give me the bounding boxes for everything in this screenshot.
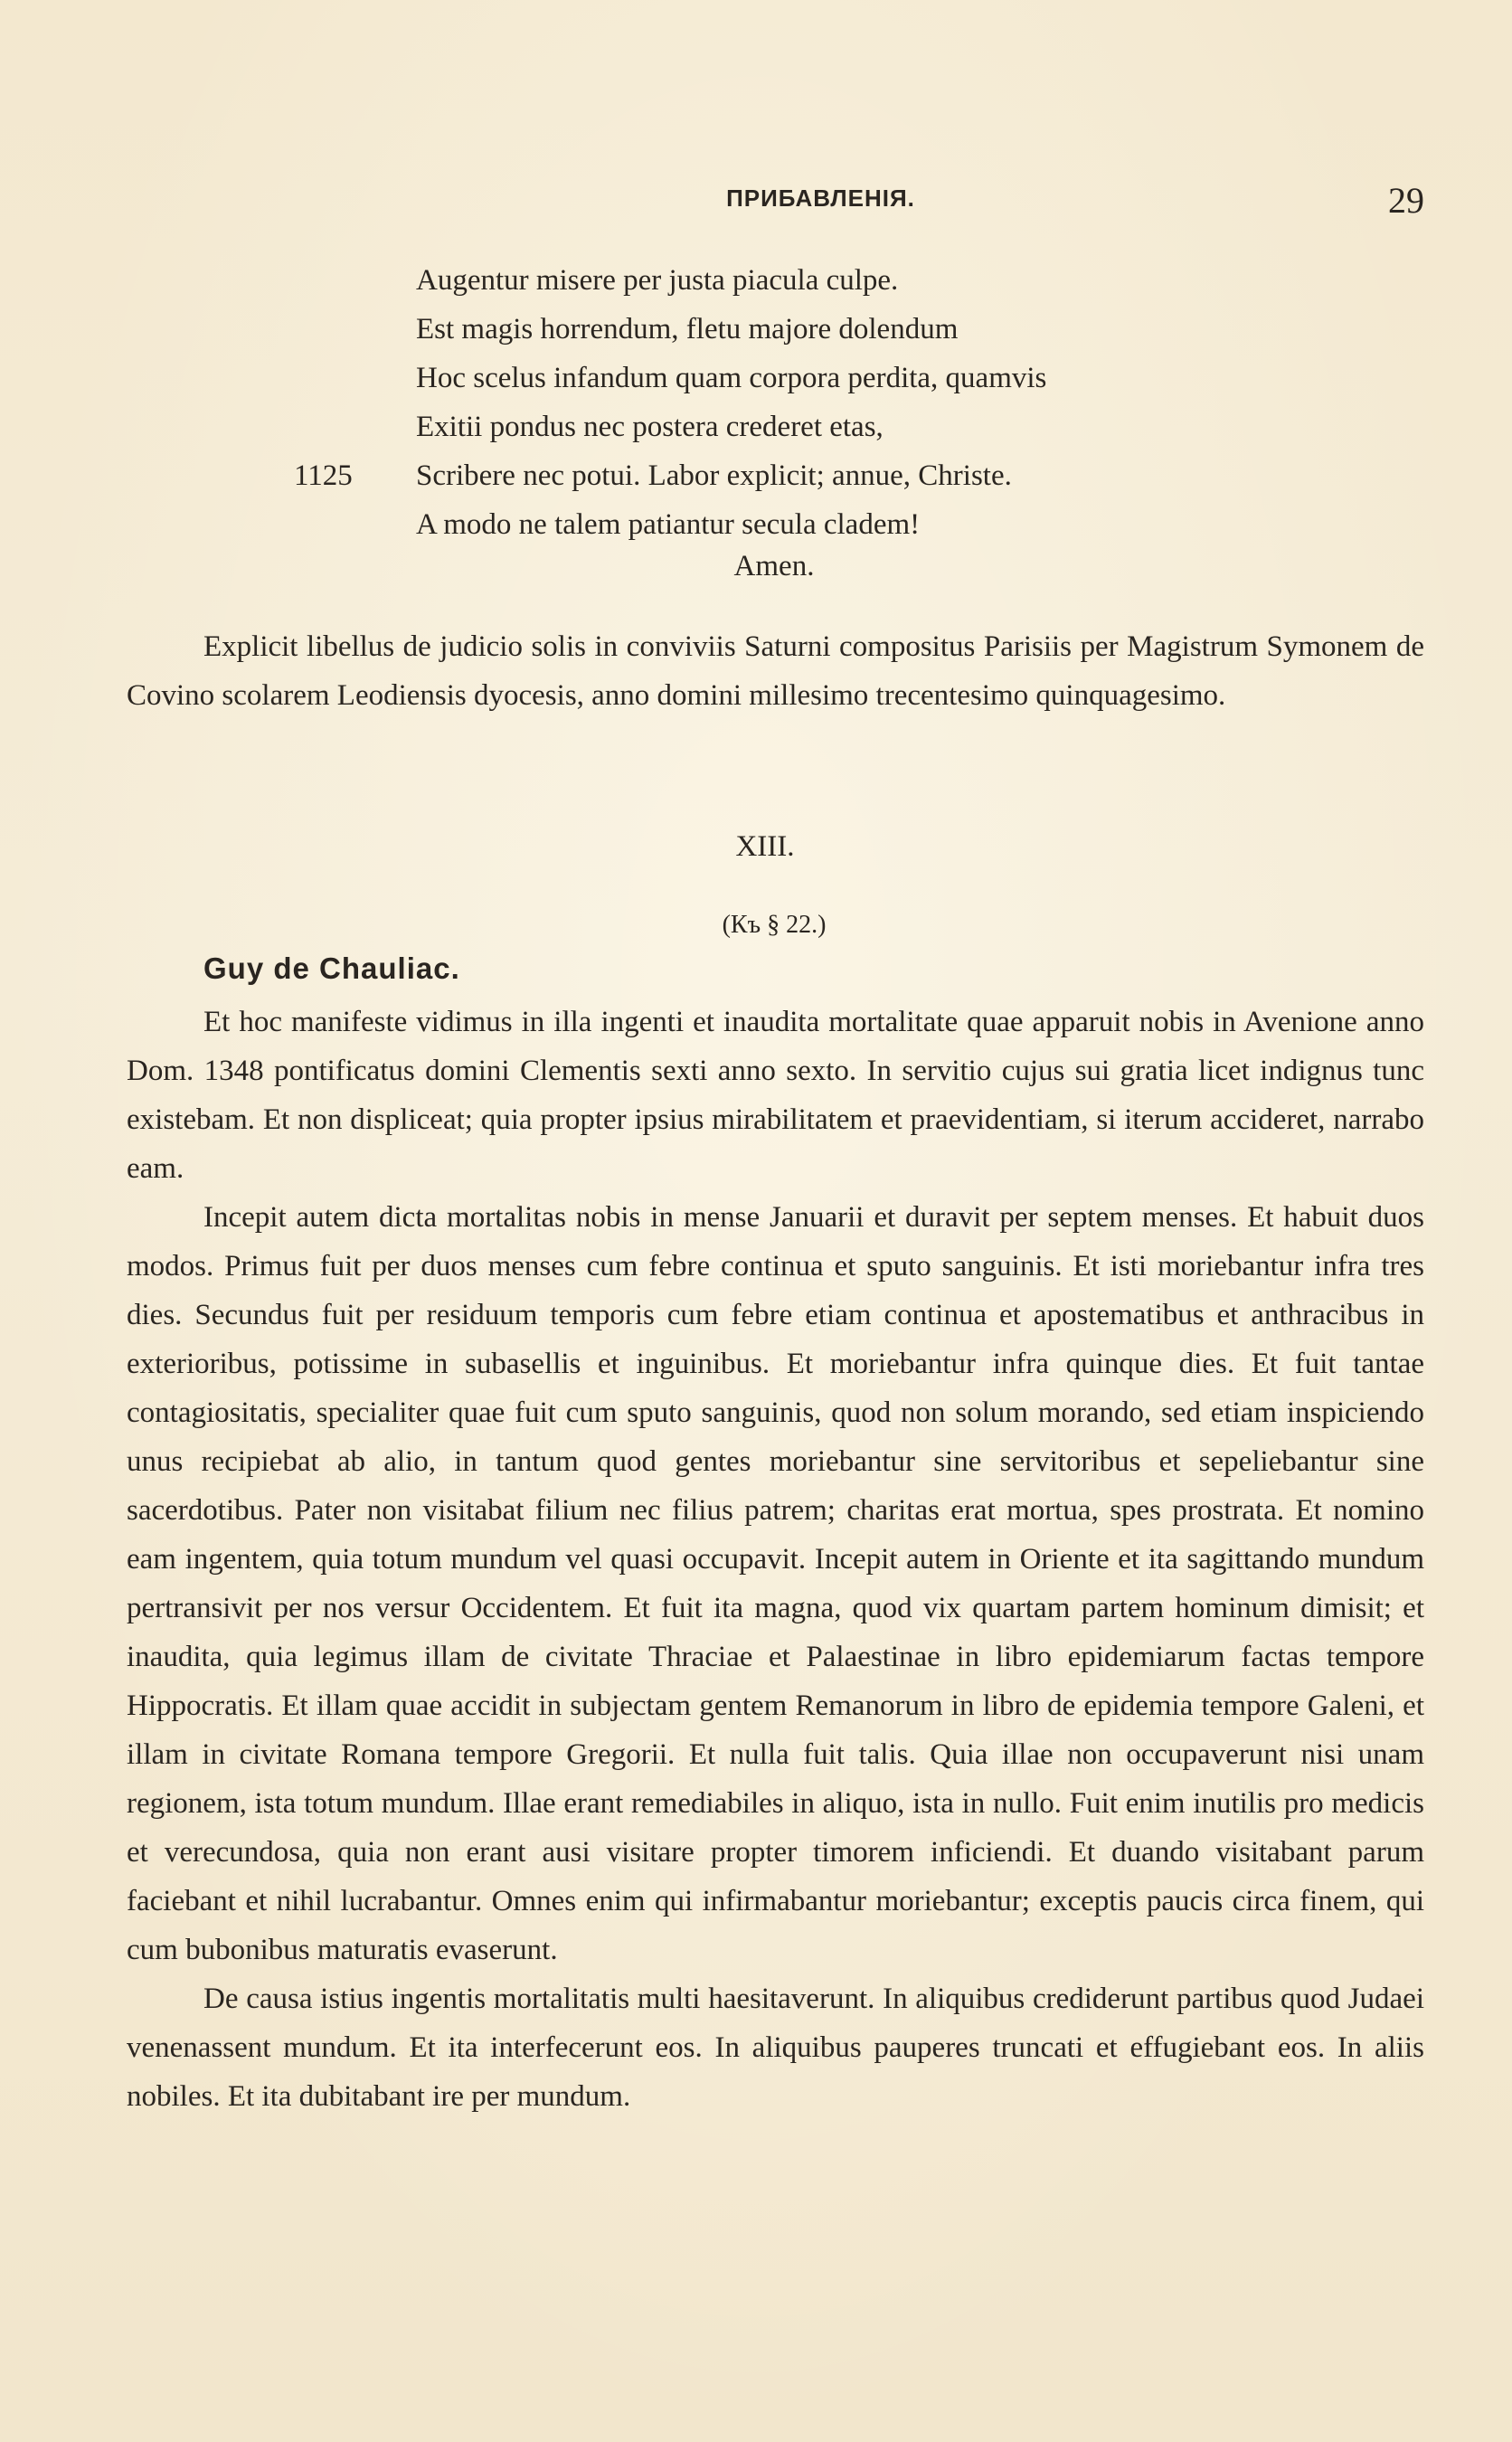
verse-line-text: A modo ne talem patiantur secula cladem! bbox=[416, 508, 921, 541]
section-reference: (Къ § 22.) bbox=[722, 911, 827, 939]
running-head bbox=[127, 179, 1424, 224]
verse-line-text: Exitii pondus nec postera crederet etas, bbox=[416, 411, 884, 443]
verse-line-text: Hoc scelus infandum quam corpora perdita, quamvis bbox=[416, 362, 1047, 394]
verse-line-text: Scribere nec potui. Labor explicit; annue, Christe. bbox=[416, 459, 1012, 492]
section-number: XIII. bbox=[735, 830, 795, 863]
verse-line-number: 1125 bbox=[294, 459, 353, 492]
verse-line-text: Augentur misere per justa piacula culpe. bbox=[416, 264, 899, 297]
verse-line bbox=[127, 354, 1424, 402]
verse-line-text: Est magis horrendum, fletu majore dolendum bbox=[416, 313, 959, 345]
paragraph: Incepit autem dicta mortalitas nobis in mense Januarii et duravit per septem menses. Et habuit duos modos. Primus fuit per duos menses cum febre continua et sputo sanguinis. Et isti moriebantur infra tres dies. Secundus fuit per residuum temporis cum febre etiam continua et apostematibus et anthracibus in exterioribus, potissime in subasellis et inguinibus. Et moriebantur infra quinque dies. Et fuit tantae contagiositatis, specialiter quae fuit cum sputo sanguinis, quod non solum morando, sed etiam inspiciendo unus recipiebat ab alio, in tantum quod gentes moriebantur sine servitoribus et sepeliebantur sine sacerdotibus. Pater non visitabat filium nec filius patrem; charitas erat mortua, spes prostrata. Et nomino eam ingentem, quia totum mundum vel quasi occupavit. Incepit autem in Oriente et ita sagittando mundum pertransivit per nos versur Occidentem. Et fuit ita magna, quod vix quartam partem hominum dimisit; et inaudita, quia legimus illam de civitate Thraciae et Palaestinae in libro epidemiarum factas tempore Hippocratis. Et illam quae accidit in subjectam gentem Remanorum in libro de epidemia tempore Galeni, et illam in civitate Romana tempore Gregorii. Et nulla fuit talis. Quia illae non occupaverunt nisi unam regionem, ista totum mundum. Illae erant remediabiles in aliquo, ista in nullo. Fuit enim inutilis pro medicis et verecundosa, quia non erant ausi visitare propter timorem inficiendi. Et duando visitabant parum faciebant et nihil lucrabantur. Omnes enim qui infirmabantur moriebantur; exceptis paucis circa finem, qui cum bubonibus maturatis evaserunt. bbox=[127, 1201, 1424, 1966]
verse-line bbox=[127, 500, 1424, 549]
amen: Amen. bbox=[733, 550, 815, 582]
verse-line bbox=[127, 402, 1424, 451]
body-text bbox=[127, 998, 1424, 2121]
verse-line bbox=[127, 451, 1424, 500]
section-author: Guy de Chauliac. bbox=[203, 951, 460, 985]
page-number: 29 bbox=[1388, 180, 1424, 221]
verse-block bbox=[127, 256, 1424, 549]
running-title: ПРИБАВЛЕНІЯ. bbox=[726, 185, 915, 212]
colophon: Explicit libellus de judicio solis in conviviis Saturni compositus Parisiis per Magistrum Symonem de Covino scolarem Leodiensis dyocesis, anno domini millesimo trecentesimo quinquagesimo. bbox=[127, 630, 1424, 712]
paragraph: De causa istius ingentis mortalitatis multi haesitaverunt. In aliquibus crediderunt partibus quod Judaei venenassent mundum. Et ita interfecerunt eos. In aliquibus pauperes truncati et effugiebant eos. In aliis nobiles. Et ita dubitabant ire per mundum. bbox=[127, 1983, 1424, 2113]
verse-line bbox=[127, 256, 1424, 305]
verse-line bbox=[127, 305, 1424, 354]
paragraph: Et hoc manifeste vidimus in illa ingenti et inaudita mortalitate quae apparuit nobis in Avenione anno Dom. 1348 pontificatus domini Clementis sexti anno sexto. In servitio cujus sui gratia licet indignus tunc existebam. Et non displiceat; quia propter ipsius mirabilitatem et praevidentiam, si iterum accideret, narrabo eam. bbox=[127, 1006, 1424, 1185]
